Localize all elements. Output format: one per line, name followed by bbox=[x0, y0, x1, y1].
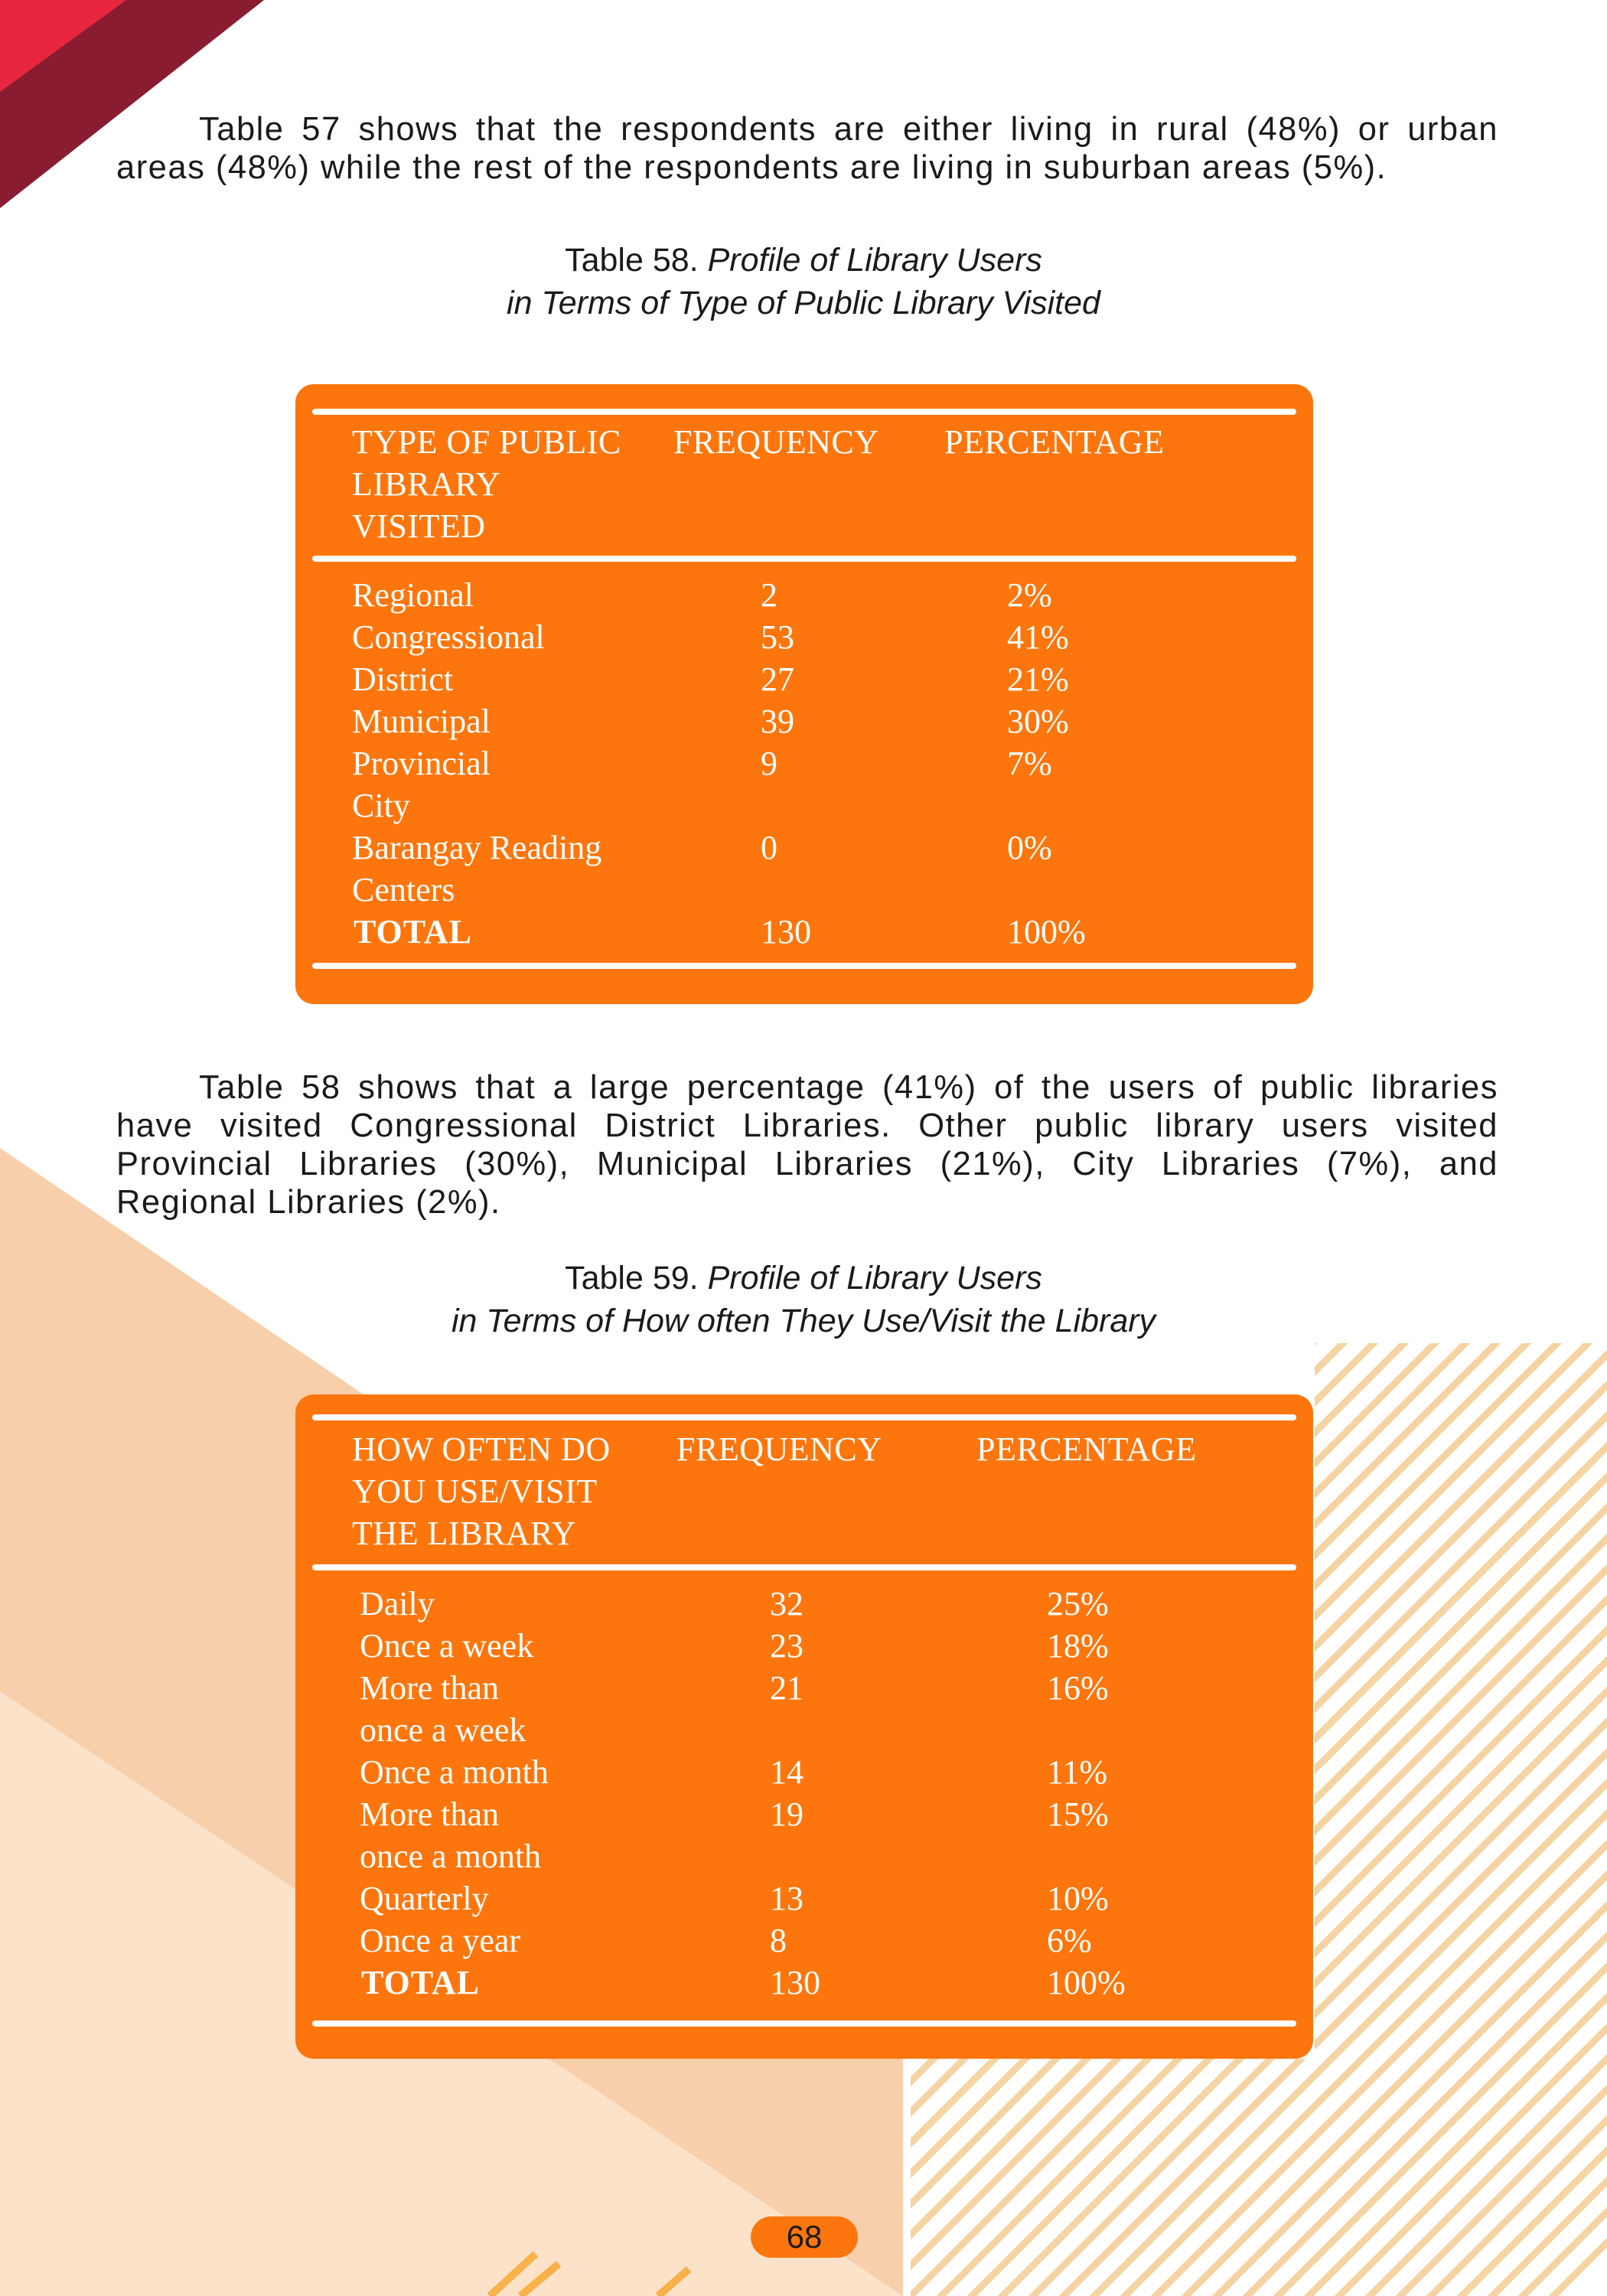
row-percentage: 25% bbox=[1047, 1585, 1109, 1623]
row-label bbox=[352, 742, 491, 784]
paragraph-line: Table 57 shows that the respondents are either living in rural (48%) or urban bbox=[199, 111, 1498, 148]
header-text: YOU USE/VISIT bbox=[352, 1473, 598, 1510]
row-frequency: 53 bbox=[761, 618, 794, 656]
row-label-line: Quarterly bbox=[360, 1880, 489, 1917]
total-frequency: 130 bbox=[761, 913, 811, 951]
row-label-line: City bbox=[352, 787, 410, 824]
table58-caption bbox=[0, 239, 1607, 325]
caption-title: Profile of Library Users bbox=[707, 242, 1042, 279]
table58 bbox=[295, 384, 1313, 1004]
row-percentage: 21% bbox=[1007, 660, 1069, 698]
header-how-often bbox=[352, 1428, 611, 1554]
table-top-rule bbox=[312, 1414, 1296, 1420]
row-label-line: Regional bbox=[352, 576, 474, 614]
row-label bbox=[352, 658, 453, 700]
row-label-line: once a month bbox=[360, 1838, 542, 1875]
header-text: HOW OFTEN DO bbox=[352, 1430, 611, 1468]
row-label bbox=[360, 1625, 533, 1667]
row-frequency: 13 bbox=[770, 1880, 804, 1917]
row-label-line: Centers bbox=[352, 871, 455, 908]
row-percentage: 18% bbox=[1047, 1627, 1109, 1665]
row-frequency: 23 bbox=[770, 1627, 804, 1665]
row-percentage: 7% bbox=[1007, 745, 1052, 782]
row-label-line: Once a week bbox=[360, 1627, 534, 1665]
header-frequency: FREQUENCY bbox=[673, 423, 879, 461]
row-label bbox=[360, 1919, 520, 1962]
caption-title: in Terms of Type of Public Library Visited bbox=[507, 285, 1100, 321]
row-percentage: 16% bbox=[1047, 1669, 1109, 1707]
row-frequency: 14 bbox=[770, 1753, 804, 1791]
paragraph-line: Regional Libraries (2%). bbox=[116, 1184, 501, 1221]
row-label-line: More than bbox=[360, 1795, 500, 1833]
header-text: VISITED bbox=[352, 507, 486, 545]
row-percentage: 10% bbox=[1047, 1880, 1109, 1917]
total-label: TOTAL bbox=[354, 913, 472, 951]
row-label bbox=[352, 827, 601, 911]
table59 bbox=[295, 1394, 1313, 2059]
row-frequency: 0 bbox=[761, 829, 777, 866]
row-frequency: 32 bbox=[770, 1585, 804, 1623]
row-label-line: Provincial bbox=[352, 745, 491, 782]
paragraph-line: areas (48%) while the rest of the respondents are living in suburban areas (5%). bbox=[116, 149, 1387, 186]
table59-caption bbox=[0, 1257, 1607, 1342]
row-label bbox=[360, 1793, 541, 1877]
total-percentage: 100% bbox=[1047, 1964, 1126, 2001]
row-label-line: Municipal bbox=[352, 703, 491, 740]
caption-title: in Terms of How often They Use/Visit the Library bbox=[451, 1303, 1156, 1339]
row-frequency: 39 bbox=[761, 703, 794, 740]
table-bottom-rule bbox=[312, 963, 1296, 969]
header-text: LIBRARY bbox=[352, 465, 501, 503]
paragraph-table57 bbox=[116, 110, 1498, 187]
row-percentage: 41% bbox=[1007, 618, 1069, 656]
row-label bbox=[352, 784, 410, 827]
table-header-rule bbox=[312, 1564, 1296, 1570]
row-label bbox=[352, 616, 545, 658]
paragraph-line: have visited Congressional District Libraries. Other public library users visited bbox=[116, 1107, 1498, 1144]
header-text: TYPE OF PUBLIC bbox=[352, 423, 621, 461]
row-label-line: Barangay Reading bbox=[352, 829, 602, 866]
row-label-line: District bbox=[352, 660, 453, 698]
row-frequency: 19 bbox=[770, 1795, 804, 1833]
table-top-rule bbox=[312, 409, 1296, 415]
row-percentage: 15% bbox=[1047, 1795, 1109, 1833]
page-number-badge bbox=[751, 2216, 858, 2258]
table-header-rule bbox=[312, 556, 1296, 562]
row-frequency: 21 bbox=[770, 1669, 804, 1707]
row-percentage: 6% bbox=[1047, 1922, 1092, 1959]
row-frequency: 9 bbox=[761, 745, 777, 782]
row-percentage: 0% bbox=[1007, 829, 1052, 866]
row-label-line: once a week bbox=[360, 1711, 526, 1749]
row-label bbox=[352, 700, 491, 742]
caption-number: Table 59. bbox=[565, 1260, 699, 1296]
row-label-line: Daily bbox=[360, 1585, 435, 1623]
paragraph-line: Provincial Libraries (30%), Municipal Libraries (21%), City Libraries (7%), and bbox=[116, 1146, 1498, 1182]
table-bottom-rule bbox=[312, 2020, 1296, 2027]
row-label-line: Once a year bbox=[360, 1922, 521, 1959]
row-frequency: 2 bbox=[761, 576, 777, 614]
header-type bbox=[352, 421, 621, 547]
header-text: THE LIBRARY bbox=[352, 1515, 576, 1552]
total-frequency: 130 bbox=[770, 1964, 820, 2001]
caption-number: Table 58. bbox=[565, 242, 699, 279]
total-percentage: 100% bbox=[1007, 913, 1086, 951]
row-label bbox=[360, 1667, 526, 1751]
total-label: TOTAL bbox=[361, 1964, 480, 2001]
row-percentage: 11% bbox=[1047, 1753, 1108, 1791]
row-label-line: Once a month bbox=[360, 1753, 549, 1791]
row-label-line: Congressional bbox=[352, 618, 545, 656]
page-number: 68 bbox=[786, 2219, 823, 2255]
row-frequency: 27 bbox=[761, 660, 794, 698]
header-frequency: FREQUENCY bbox=[676, 1430, 882, 1468]
row-percentage: 2% bbox=[1007, 576, 1052, 614]
caption-title: Profile of Library Users bbox=[707, 1260, 1042, 1296]
row-label bbox=[360, 1877, 489, 1919]
row-percentage: 30% bbox=[1007, 703, 1069, 740]
header-percentage: PERCENTAGE bbox=[976, 1430, 1197, 1468]
row-frequency: 8 bbox=[770, 1922, 787, 1959]
row-label bbox=[360, 1751, 549, 1793]
paragraph-line: Table 58 shows that a large percentage (41%) of the users of public libraries bbox=[199, 1069, 1498, 1106]
paragraph-table58 bbox=[116, 1068, 1498, 1221]
row-label bbox=[360, 1583, 435, 1625]
header-percentage: PERCENTAGE bbox=[944, 423, 1165, 461]
row-label-line: More than bbox=[360, 1669, 500, 1707]
row-label bbox=[352, 574, 474, 616]
